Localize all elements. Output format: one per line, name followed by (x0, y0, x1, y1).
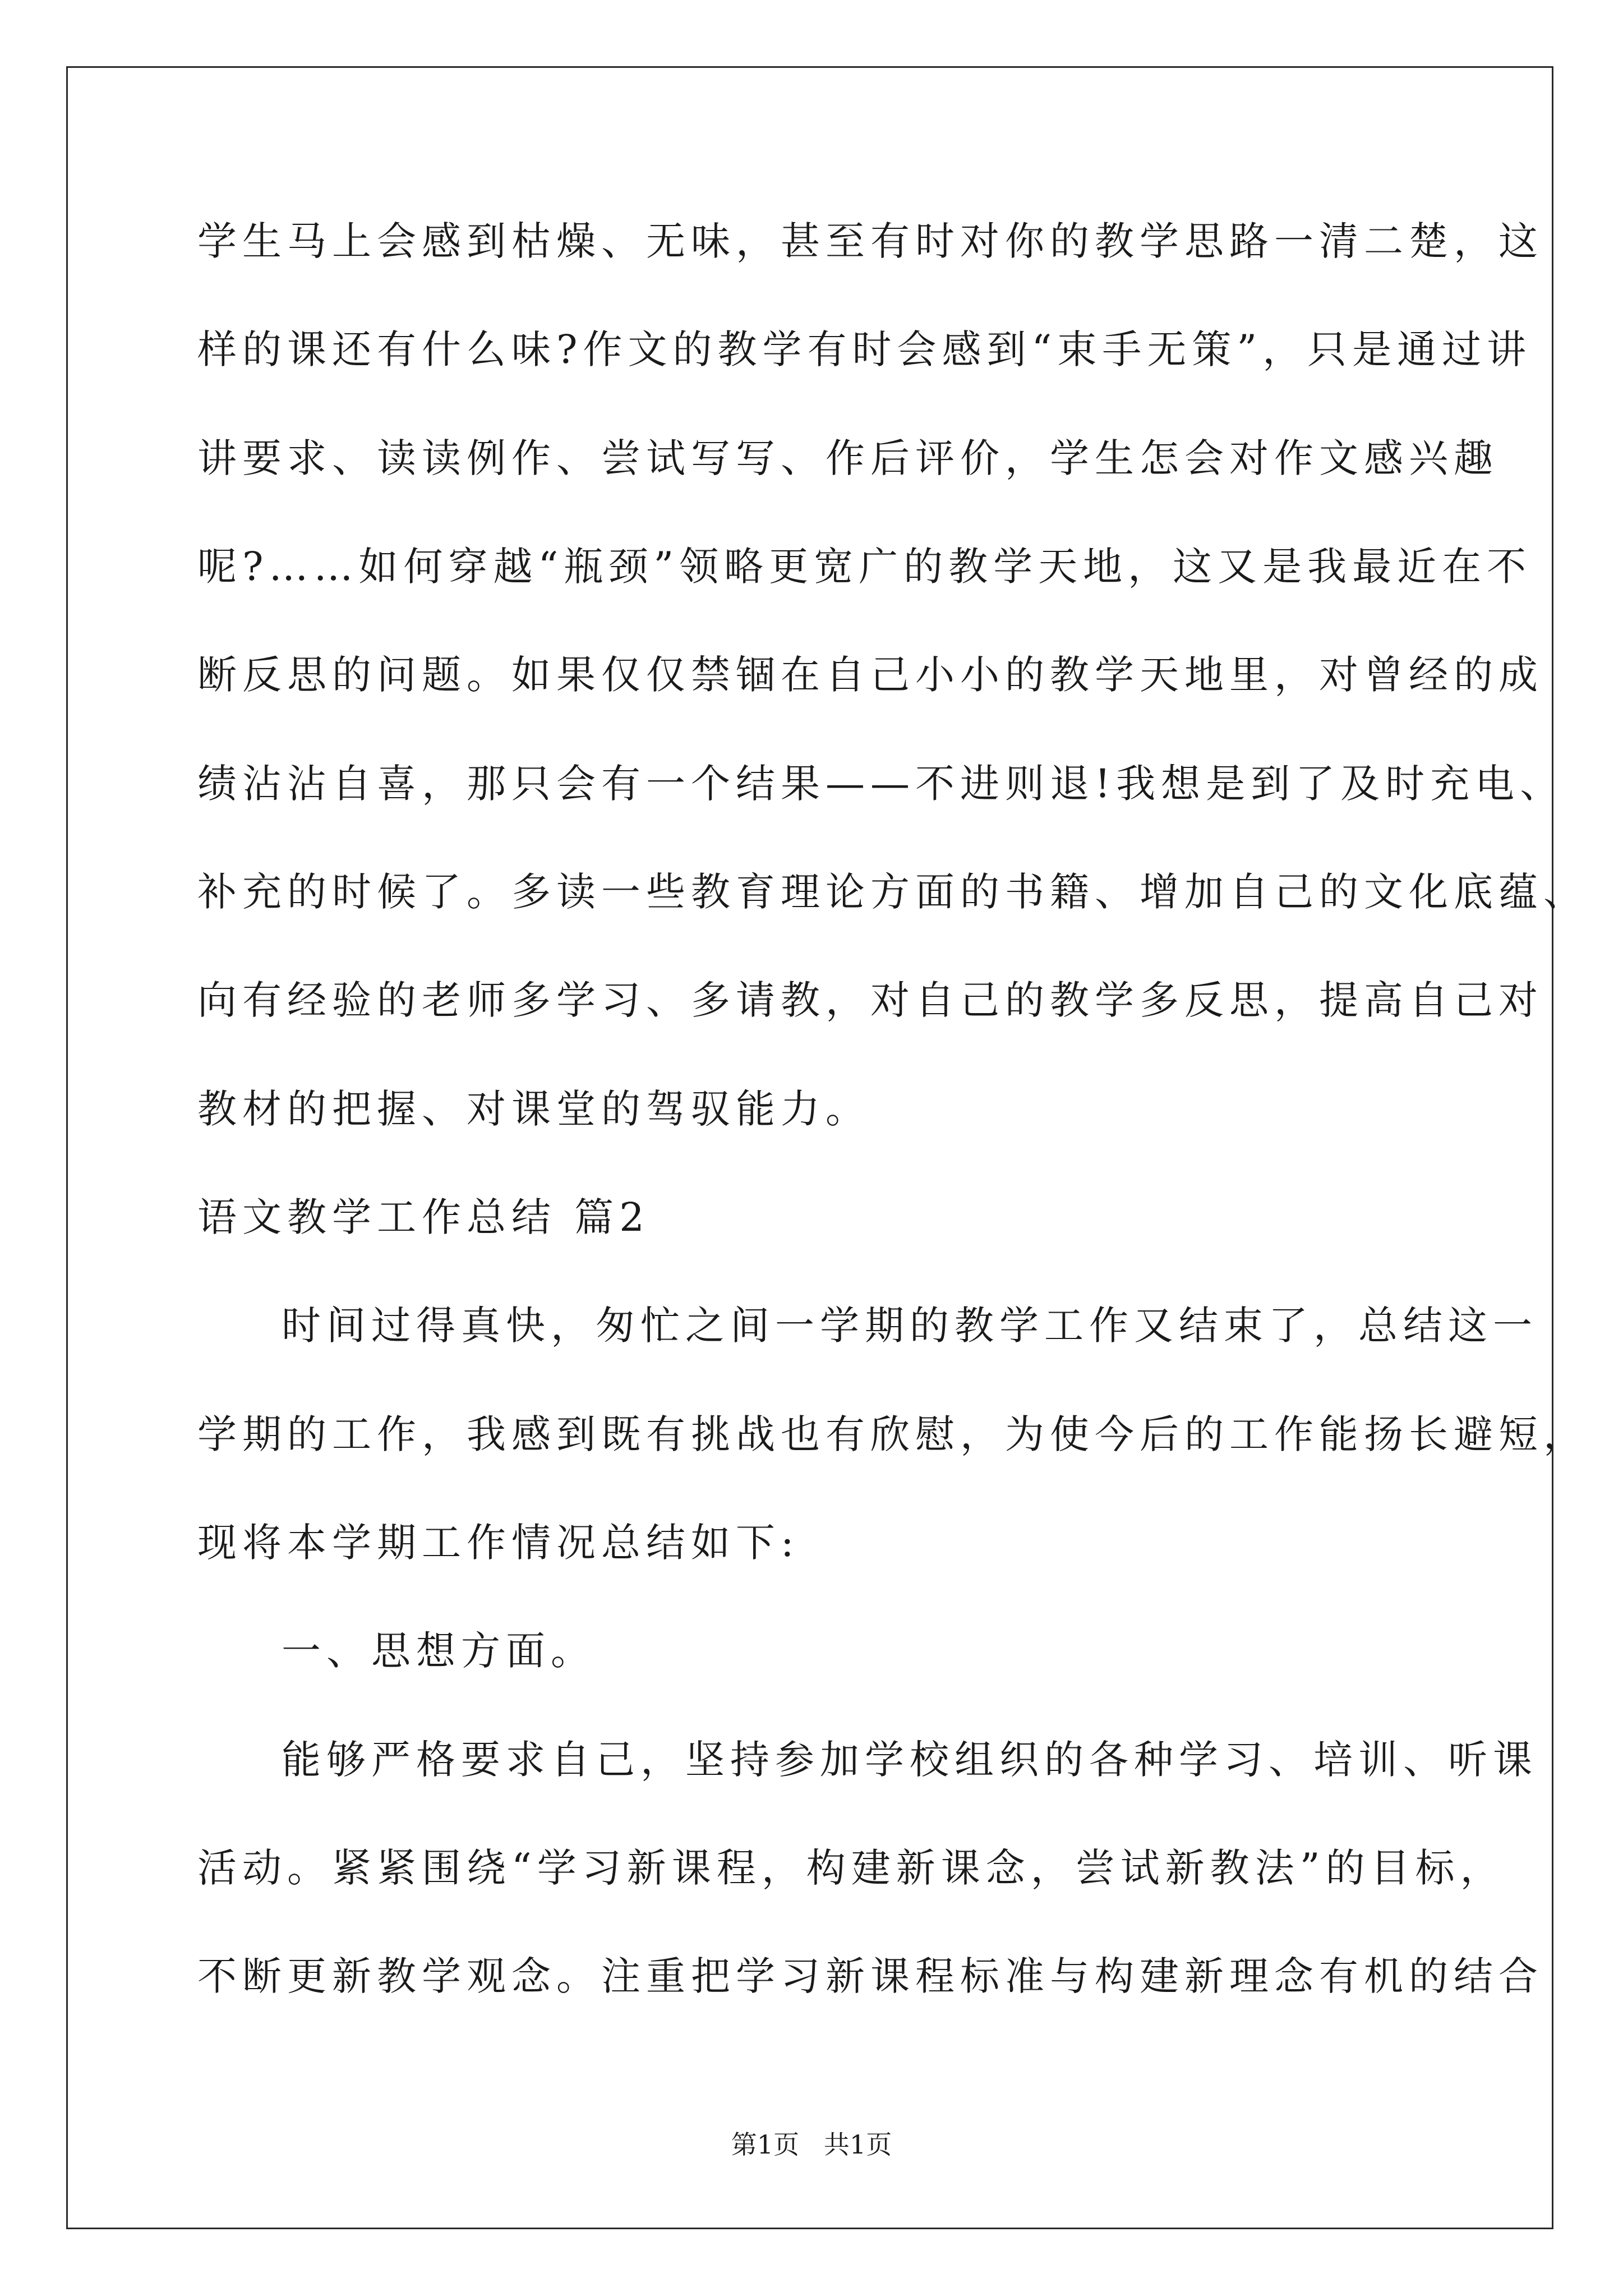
text-line: 讲要求、读读例作、尝试写写、作后评价，学生怎会对作文感兴趣 (197, 435, 1498, 481)
text-line: 现将本学期工作情况总结如下: (197, 1520, 800, 1566)
text-line: 活动。紧紧围绕“学习新课程，构建新课念，尝试新教法”的目标， (197, 1845, 1505, 1891)
text-line: 绩沾沾自喜，那只会有一个结果——不进则退!我想是到了及时充电、 (197, 761, 1565, 807)
text-line: 教材的把握、对课堂的驾驭能力。 (197, 1086, 870, 1132)
page-number-footer: 第1页 共1页 (731, 2129, 892, 2160)
text-line: 断反思的问题。如果仅仅禁锢在自己小小的教学天地里，对曾经的成 (197, 652, 1543, 698)
text-line: 学期的工作，我感到既有挑战也有欣慰，为使今后的工作能扬长避短， (197, 1411, 1588, 1457)
section-heading: 语文教学工作总结 篇2 (197, 1194, 650, 1240)
text-line: 样的课还有什么味?作文的教学有时会感到“束手无策”，只是通过讲 (197, 326, 1532, 372)
text-line: 补充的时候了。多读一些教育理论方面的书籍、增加自己的文化底蕴、 (197, 869, 1588, 915)
text-line: 呢?……如何穿越“瓶颈”领略更宽广的教学天地，这又是我最近在不 (197, 544, 1532, 590)
text-line: 时间过得真快，匆忙之间一学期的教学工作又结束了，总结这一 (282, 1303, 1538, 1349)
text-line: 向有经验的老师多学习、多请教，对自己的教学多反思，提高自己对 (197, 977, 1543, 1023)
text-line: 学生马上会感到枯燥、无味，甚至有时对你的教学思路一清二楚，这 (197, 218, 1543, 264)
text-line: 不断更新教学观念。注重把学习新课程标准与构建新理念有机的结合 (197, 1953, 1543, 1999)
text-line: 能够严格要求自己，坚持参加学校组织的各种学习、培训、听课 (282, 1737, 1538, 1783)
page-border (66, 66, 1553, 2229)
subsection-heading: 一、思想方面。 (282, 1628, 596, 1674)
